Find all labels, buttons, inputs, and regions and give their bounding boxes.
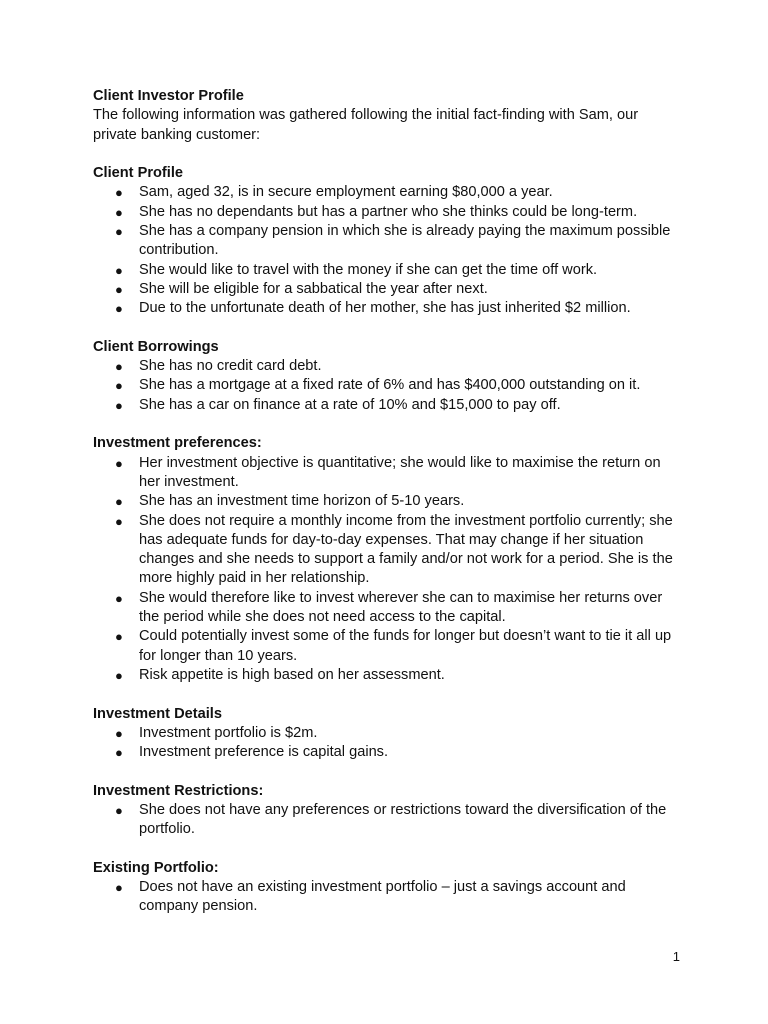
list-item-text: She would like to travel with the money if she can get the time off work.	[139, 261, 598, 278]
bullet-list	[93, 801, 683, 840]
list-item	[93, 666, 683, 685]
bullet-icon: ●	[115, 397, 123, 413]
list-item	[93, 376, 683, 395]
bullet-list	[93, 183, 683, 318]
list-item	[93, 627, 683, 666]
bullet-icon: ●	[115, 301, 123, 317]
list-item	[93, 222, 683, 261]
section	[93, 164, 683, 318]
bullet-list	[93, 357, 683, 415]
bullet-list	[93, 724, 683, 763]
list-item-text: Investment portfolio is $2m.	[139, 724, 318, 741]
list-item	[93, 299, 683, 318]
list-item	[93, 724, 683, 743]
bullet-icon: ●	[115, 378, 123, 394]
list-item-text: Due to the unfortunate death of her mother, she has just inherited $2 million.	[139, 300, 631, 317]
section-heading: Investment preferences:	[93, 435, 262, 452]
bullet-icon: ●	[115, 725, 123, 741]
section-heading: Existing Portfolio:	[93, 859, 219, 876]
bullet-icon: ●	[115, 667, 123, 683]
bullet-list	[93, 454, 683, 686]
bullet-icon: ●	[115, 513, 123, 529]
list-item	[93, 280, 683, 299]
section	[93, 338, 683, 415]
list-item-text: She does not have any preferences or restrictions toward the diversification of the portfolio.	[139, 801, 667, 838]
bullet-icon: ●	[115, 224, 123, 240]
section-heading: Client Profile	[93, 165, 184, 182]
bullet-icon: ●	[115, 629, 123, 645]
list-item	[93, 183, 683, 202]
list-item-text: Does not have an existing investment portfolio – just a savings account and company pension.	[139, 879, 626, 915]
list-item	[93, 203, 683, 222]
document-title: Client Investor Profile	[93, 88, 244, 104]
bullet-icon: ●	[115, 802, 123, 818]
list-item-text: She has a car on finance at a rate of 10% and $15,000 to pay off.	[139, 396, 561, 413]
bullet-icon: ●	[115, 455, 123, 471]
list-item-text: She has no credit card debt.	[139, 358, 322, 375]
bullet-icon: ●	[115, 880, 123, 896]
list-item-text: Her investment objective is quantitative; she would like to maximise the return on her investment.	[139, 454, 661, 490]
list-item-text: She has no dependants but has a partner who she thinks could be long-term.	[139, 203, 638, 220]
bullet-icon: ●	[115, 494, 123, 510]
bullet-icon: ●	[115, 262, 123, 278]
page-number: 1	[672, 949, 680, 964]
list-item-text: She does not require a monthly income from the investment portfolio currently; she has adequate funds for day-to-day expenses. That may change if her situation changes and she needs to support a family and/or not work for a period. She is the more highly paid in her relationship.	[139, 512, 673, 587]
bullet-icon: ●	[115, 590, 123, 606]
list-item	[93, 261, 683, 280]
list-item	[93, 801, 683, 840]
list-item-text: She has a company pension in which she is already paying the maximum possible contribution.	[139, 223, 671, 259]
bullet-icon: ●	[115, 359, 123, 375]
list-item	[93, 512, 683, 589]
bullet-icon: ●	[115, 185, 123, 201]
section	[93, 705, 683, 763]
section-heading: Investment Restrictions:	[93, 782, 264, 799]
list-item-text: Could potentially invest some of the funds for longer but doesn’t want to tie it all up for longer than 10 years.	[139, 628, 672, 664]
list-item-text: Investment preference is capital gains.	[139, 744, 389, 761]
section-heading: Investment Details	[93, 705, 222, 722]
bullet-list	[93, 878, 683, 917]
list-item	[93, 454, 683, 493]
bullet-icon: ●	[115, 745, 123, 761]
list-item	[93, 396, 683, 415]
list-item-text: She will be eligible for a sabbatical the year after next.	[139, 280, 488, 297]
list-item	[93, 878, 683, 917]
list-item	[93, 589, 683, 628]
list-item-text: Risk appetite is high based on her assessment.	[139, 666, 445, 683]
list-item-text: She has an investment time horizon of 5-10 years.	[139, 493, 465, 510]
list-item-text: Sam, aged 32, is in secure employment earning $80,000 a year.	[139, 184, 553, 201]
bullet-icon: ●	[115, 204, 123, 220]
section	[93, 434, 683, 685]
list-item	[93, 492, 683, 511]
list-item	[93, 357, 683, 376]
section-heading: Client Borrowings	[93, 338, 219, 355]
section	[93, 782, 683, 840]
sections-container	[93, 164, 683, 917]
intro-paragraph: The following information was gathered following the initial fact-finding with Sam, our private banking customer:	[93, 107, 639, 143]
section	[93, 859, 683, 917]
list-item-text: She would therefore like to invest wherever she can to maximise her returns over the period while she does not need access to the capital.	[139, 589, 663, 626]
bullet-icon: ●	[115, 281, 123, 297]
list-item	[93, 743, 683, 762]
list-item-text: She has a mortgage at a fixed rate of 6% and has $400,000 outstanding on it.	[139, 377, 641, 394]
document-body	[93, 87, 683, 917]
